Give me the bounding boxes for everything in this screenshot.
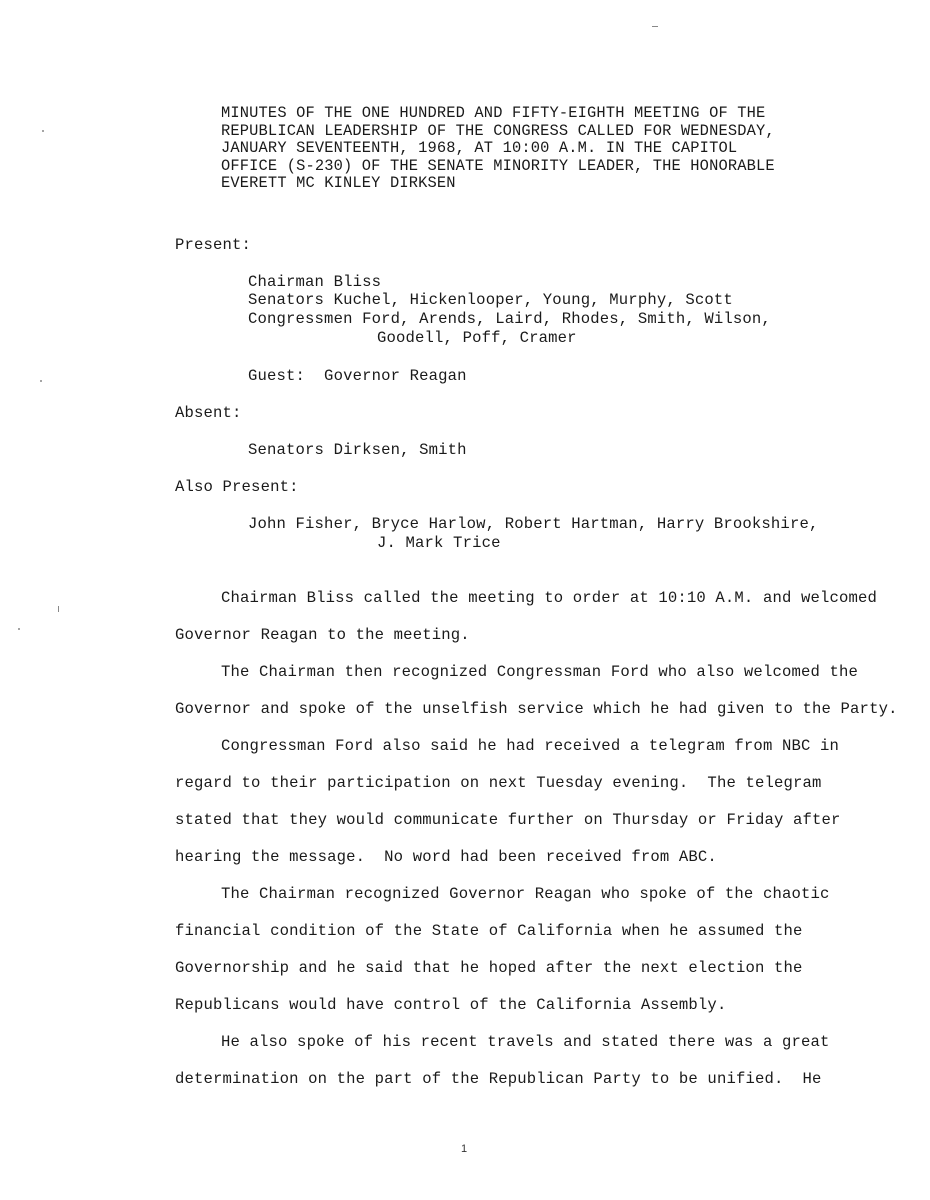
body-line: The Chairman then recognized Congressman Ford who also welcomed the <box>221 663 859 681</box>
guest-line: Guest: Governor Reagan <box>248 367 467 385</box>
heading-line: MINUTES OF THE ONE HUNDRED AND FIFTY-EIGHTH MEETING OF THE <box>221 104 766 122</box>
page-number: 1 <box>461 1143 468 1155</box>
attendee-line: Congressmen Ford, Arends, Laird, Rhodes, Smith, Wilson, <box>248 310 771 328</box>
body-line: Governor and spoke of the unselfish service which he had given to the Party. <box>175 700 898 718</box>
body-line: He also spoke of his recent travels and stated there was a great <box>221 1033 830 1051</box>
heading-line: EVERETT MC KINLEY DIRKSEN <box>221 174 456 192</box>
absent-line: Senators Dirksen, Smith <box>248 441 467 459</box>
body-line: Republicans would have control of the California Assembly. <box>175 996 727 1014</box>
attendee-line: Goodell, Poff, Cramer <box>377 329 577 347</box>
body-line: regard to their participation on next Tuesday evening. The telegram <box>175 774 822 792</box>
body-line: Governorship and he said that he hoped after the next election the <box>175 959 803 977</box>
also-present-line: J. Mark Trice <box>377 534 501 552</box>
heading-line: REPUBLICAN LEADERSHIP OF THE CONGRESS CALLED FOR WEDNESDAY, <box>221 122 775 140</box>
scan-speck <box>18 628 20 630</box>
scan-speck <box>42 130 44 132</box>
body-line: Governor Reagan to the meeting. <box>175 626 470 644</box>
heading-line: JANUARY SEVENTEENTH, 1968, AT 10:00 A.M. IN THE CAPITOL <box>221 139 738 157</box>
also-present-label: Also Present: <box>175 478 299 496</box>
present-label: Present: <box>175 236 252 254</box>
scan-speck <box>652 26 658 27</box>
scan-speck <box>58 606 59 612</box>
also-present-line: John Fisher, Bryce Harlow, Robert Hartman, Harry Brookshire, <box>248 515 819 533</box>
heading-line: OFFICE (S-230) OF THE SENATE MINORITY LEADER, THE HONORABLE <box>221 157 775 175</box>
attendee-line: Chairman Bliss <box>248 273 382 291</box>
absent-label: Absent: <box>175 404 242 422</box>
scan-speck <box>40 380 42 382</box>
body-line: determination on the part of the Republican Party to be unified. He <box>175 1070 822 1088</box>
body-line: Congressman Ford also said he had received a telegram from NBC in <box>221 737 840 755</box>
body-line: hearing the message. No word had been received from ABC. <box>175 848 717 866</box>
body-line: Chairman Bliss called the meeting to order at 10:10 A.M. and welcomed <box>221 589 878 607</box>
body-line: financial condition of the State of California when he assumed the <box>175 922 803 940</box>
attendee-line: Senators Kuchel, Hickenlooper, Young, Murphy, Scott <box>248 291 733 309</box>
body-line: The Chairman recognized Governor Reagan who spoke of the chaotic <box>221 885 830 903</box>
body-line: stated that they would communicate further on Thursday or Friday after <box>175 811 841 829</box>
